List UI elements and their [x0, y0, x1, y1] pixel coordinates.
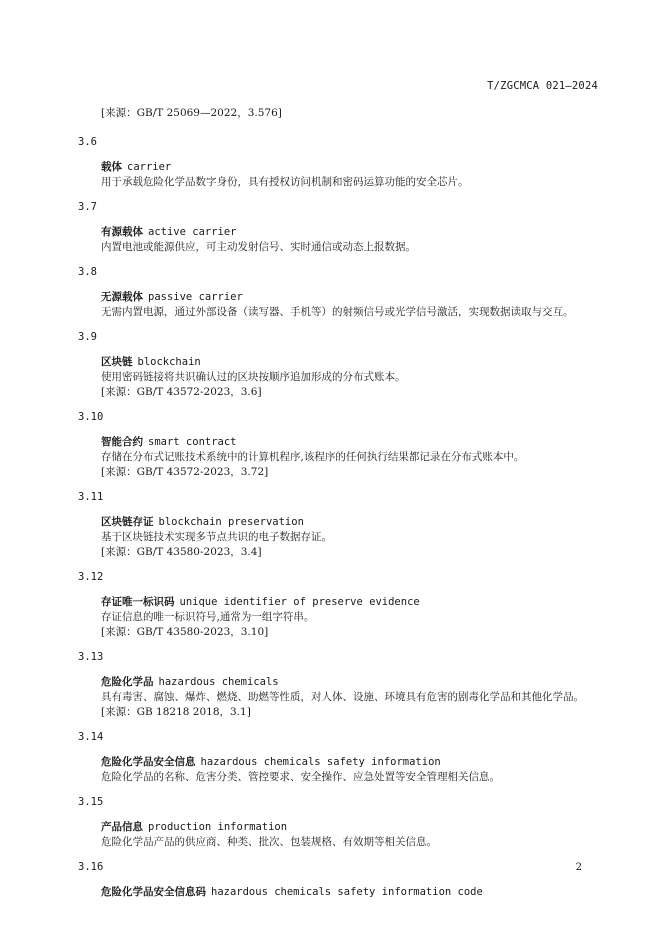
- standard-number: T/ZGCMCA 021—2024: [487, 80, 598, 92]
- term-en: passive carrier: [148, 291, 243, 303]
- term-title: [101, 355, 608, 370]
- term-title: [101, 885, 608, 900]
- term-number: 3.6: [78, 136, 97, 148]
- term-en: smart contract: [148, 436, 237, 448]
- term-title: [101, 820, 608, 835]
- term-definition: 存证信息的唯一标识符号,通常为一组字符串。: [101, 611, 315, 623]
- term-title: [101, 290, 608, 305]
- term-definition: 危险化学品的名称、危害分类、管控要求、安全操作、应急处置等安全管理相关信息。: [101, 771, 500, 783]
- term-number: 3.10: [78, 411, 104, 423]
- term-en: hazardous chemicals: [158, 676, 279, 688]
- term-zh: 区块链存证: [101, 516, 154, 528]
- term-entry: [78, 490, 608, 560]
- term-definition: 无需内置电源，通过外部设备（读写器、手机等）的射频信号或光学信号激活，实现数据读取与交互。: [101, 306, 574, 318]
- term-zh: 有源载体: [101, 226, 143, 238]
- term-number: 3.12: [78, 571, 104, 583]
- term-entry: [78, 570, 608, 640]
- term-definition: 存储在分布式记账技术系统中的计算机程序,该程序的任何执行结果都记录在分布式账本中。: [101, 451, 525, 463]
- terms-section: [78, 106, 608, 900]
- term-definition: 内置电池或能源供应，可主动发射信号、实时通信或动态上报数据。: [101, 241, 416, 253]
- term-title: [101, 435, 608, 450]
- term-title: [101, 160, 608, 175]
- term-definition: 使用密码链接将共识确认过的区块按顺序追加形成的分布式账本。: [101, 371, 406, 383]
- term-zh: 区块链: [101, 356, 133, 368]
- term-definition: 用于承载危险化学品数字身份，具有授权访问机制和密码运算功能的安全芯片。: [101, 176, 469, 188]
- term-en: active carrier: [148, 226, 237, 238]
- term-title: [101, 225, 608, 240]
- term-zh: 无源载体: [101, 291, 143, 303]
- term-en: blockchain preservation: [158, 516, 304, 528]
- term-number: 3.15: [78, 796, 104, 808]
- term-entry: [78, 135, 608, 190]
- term-en: unique identifier of preserve evidence: [179, 596, 420, 608]
- source-reference: [来源：GB/T 25069—2022，3.576]: [101, 107, 282, 119]
- term-en: hazardous chemicals safety information code: [211, 886, 483, 898]
- term-en: carrier: [127, 161, 172, 173]
- page-number: 2: [575, 862, 582, 873]
- term-definition: 具有毒害、腐蚀、爆炸、燃烧、助燃等性质，对人体、设施、环境具有危害的剧毒化学品和其他化学品。: [101, 691, 584, 703]
- term-number: 3.7: [78, 201, 97, 213]
- term-title: [101, 755, 608, 770]
- term-title: [101, 595, 608, 610]
- term-en: blockchain: [137, 356, 201, 368]
- term-definition: 危险化学品产品的供应商、种类、批次、包装规格、有效期等相关信息。: [101, 836, 437, 848]
- term-title: [101, 675, 608, 690]
- term-en: hazardous chemicals safety information: [200, 756, 441, 768]
- term-entry: [78, 650, 608, 720]
- term-entry: [78, 795, 608, 850]
- term-definition: 基于区块链技术实现多节点共识的电子数据存证。: [101, 531, 332, 543]
- term-entry: [78, 410, 608, 480]
- term-zh: 危险化学品: [101, 676, 154, 688]
- source-reference: [来源：GB/T 43580-2023，3.4]: [101, 546, 262, 558]
- term-entry: [78, 730, 608, 785]
- term-entry: [78, 200, 608, 255]
- source-reference: [来源：GB/T 43572-2023，3.72]: [101, 466, 269, 478]
- term-number: 3.14: [78, 731, 104, 743]
- term-zh: 载体: [101, 161, 122, 173]
- term-number: 3.8: [78, 266, 97, 278]
- source-reference: [来源：GB/T 43580-2023，3.10]: [101, 626, 269, 638]
- term-number: 3.13: [78, 651, 104, 663]
- term-zh: 智能合约: [101, 436, 143, 448]
- source-reference: [来源：GB 18218 2018，3.1]: [101, 706, 251, 718]
- term-zh: 危险化学品安全信息: [101, 756, 196, 768]
- term-zh: 存证唯一标识码: [101, 596, 175, 608]
- term-number: 3.11: [78, 491, 104, 503]
- term-number: 3.9: [78, 331, 97, 343]
- term-entry: [78, 330, 608, 400]
- source-reference: [来源：GB/T 43572-2023，3.6]: [101, 386, 262, 398]
- term-zh: 产品信息: [101, 821, 143, 833]
- term-zh: 危险化学品安全信息码: [101, 886, 206, 898]
- term-en: production information: [148, 821, 288, 833]
- term-entry: [78, 265, 608, 320]
- term-number: 3.16: [78, 861, 104, 873]
- term-title: [101, 515, 608, 530]
- term-entry: [78, 860, 608, 900]
